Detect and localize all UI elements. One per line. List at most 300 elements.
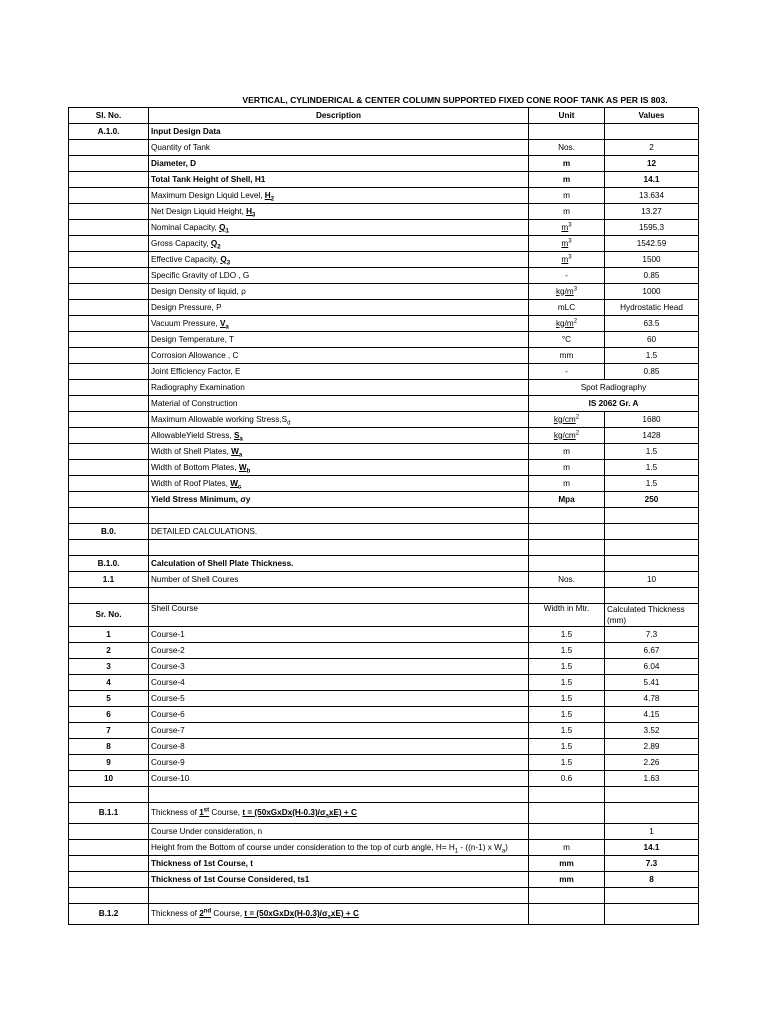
symbol [220, 254, 231, 267]
course-thickness: 7.3 [605, 627, 699, 643]
desc-text: Joint Efficiency Factor, E [151, 366, 241, 376]
empty-cell [529, 904, 605, 925]
input-desc [149, 476, 529, 492]
unit-text: mm [559, 350, 574, 360]
spacer-row [69, 787, 699, 803]
symbol [230, 478, 242, 491]
desc-text: Width of Shell Plates, [151, 446, 232, 456]
input-value: 250 [605, 492, 699, 508]
b11-title-row [69, 803, 699, 824]
course-thickness: 5.41 [605, 675, 699, 691]
considered-desc: Thickness of 1st Course Considered, ts1 [149, 872, 529, 888]
unit-text: m [561, 254, 569, 264]
height-end: ) [505, 842, 508, 852]
symbol-subscript: b [246, 468, 251, 475]
input-unit [529, 220, 605, 236]
course-row [69, 691, 699, 707]
course-name: Course-4 [149, 675, 529, 691]
course-width: 1.5 [529, 627, 605, 643]
unit-text: m [563, 206, 570, 216]
input-row [69, 380, 699, 396]
input-row [69, 492, 699, 508]
empty-cell [69, 540, 149, 556]
empty-cell [605, 508, 699, 524]
course-width: 1.5 [529, 659, 605, 675]
empty-cell [605, 540, 699, 556]
course-row [69, 723, 699, 739]
empty-cell [605, 588, 699, 604]
input-unit [529, 364, 605, 380]
empty-cell [69, 428, 149, 444]
empty-cell [69, 444, 149, 460]
input-row [69, 460, 699, 476]
symbol-subscript: 2 [217, 244, 221, 251]
empty-cell [69, 588, 149, 604]
input-value: 1680 [605, 412, 699, 428]
input-value: 1595.3 [605, 220, 699, 236]
section-row-shell [69, 556, 699, 572]
input-desc [149, 284, 529, 300]
course-header-desc: Shell Course [149, 604, 529, 627]
course-sl: 8 [69, 739, 149, 755]
empty-cell [605, 124, 699, 140]
desc-text: Design Density of liquid, ρ [151, 286, 246, 296]
course-name: Course-9 [149, 755, 529, 771]
input-value: 13.634 [605, 188, 699, 204]
symbol [264, 190, 275, 203]
empty-cell [69, 476, 149, 492]
empty-cell [69, 252, 149, 268]
empty-cell [69, 872, 149, 888]
course-thickness: 3.52 [605, 723, 699, 739]
desc-text: Effective Capacity, [151, 254, 221, 264]
desc-text: Design Temperature, T [151, 334, 234, 344]
input-row [69, 188, 699, 204]
empty-cell [69, 412, 149, 428]
merged-value: IS 2062 Gr. A [529, 396, 699, 412]
input-value: 2 [605, 140, 699, 156]
input-row [69, 348, 699, 364]
input-value: 1.5 [605, 476, 699, 492]
course-row [69, 707, 699, 723]
input-row [69, 156, 699, 172]
symbol-subscript: 3 [226, 260, 231, 267]
unit-text: m [563, 478, 570, 488]
input-row [69, 364, 699, 380]
empty-cell [529, 803, 605, 824]
course-name: Course-3 [149, 659, 529, 675]
empty-cell [69, 140, 149, 156]
empty-cell [605, 888, 699, 904]
input-row [69, 284, 699, 300]
unit-text: m [563, 190, 570, 200]
symbol-subscript: 3 [252, 212, 256, 219]
course-name: Course-8 [149, 739, 529, 755]
input-desc [149, 300, 529, 316]
empty-cell [605, 904, 699, 925]
height-sub: 1 [454, 848, 459, 855]
input-value: 1.5 [605, 348, 699, 364]
course-thickness-title [149, 904, 529, 925]
section-text: Calculation of Shell Plate Thickness. [149, 556, 529, 572]
title-pre: Thickness of [151, 808, 200, 817]
empty-cell [69, 824, 149, 840]
header-unit: Unit [529, 108, 605, 124]
symbol-letter: H [264, 190, 271, 200]
empty-cell [605, 524, 699, 540]
course-sl: 9 [69, 755, 149, 771]
title-mid: Course, [209, 808, 243, 817]
course-width: 1.5 [529, 755, 605, 771]
ordinal-num: 1 [199, 808, 204, 817]
empty-cell [69, 172, 149, 188]
input-value: 63.5 [605, 316, 699, 332]
symbol-letter: V [220, 318, 226, 328]
empty-cell [529, 524, 605, 540]
course-name: Course-5 [149, 691, 529, 707]
input-unit [529, 444, 605, 460]
unit-text: m [561, 238, 569, 248]
count-unit: Nos. [529, 572, 605, 588]
considered-unit: mm [529, 872, 605, 888]
input-desc [149, 332, 529, 348]
input-desc [149, 140, 529, 156]
input-value: 13.27 [605, 204, 699, 220]
course-thickness-title [149, 803, 529, 824]
course-row [69, 771, 699, 787]
thickness-formula [244, 909, 359, 921]
course-row [69, 755, 699, 771]
thickness-value: 7.3 [605, 856, 699, 872]
b11-thickness-row [69, 856, 699, 872]
input-row [69, 428, 699, 444]
empty-cell [69, 204, 149, 220]
empty-cell [605, 787, 699, 803]
course-sl: 4 [69, 675, 149, 691]
desc-text: Quantity of Tank [151, 142, 211, 152]
unit-text: Mpa [558, 494, 575, 504]
empty-cell [529, 508, 605, 524]
input-value: Hydrostatic Head [605, 300, 699, 316]
unit-text: m [562, 174, 571, 184]
input-row [69, 396, 699, 412]
empty-cell [149, 508, 529, 524]
input-unit [529, 268, 605, 284]
input-value: 14.1 [605, 172, 699, 188]
empty-cell [529, 124, 605, 140]
course-thickness: 4.78 [605, 691, 699, 707]
spacer-row [69, 588, 699, 604]
desc-text: Maximum Allowable working Stress,S [151, 414, 288, 424]
course-name: Course-10 [149, 771, 529, 787]
symbol-subscript: a [239, 436, 243, 443]
symbol [210, 238, 221, 251]
section-text: DETAILED CALCULATIONS. [149, 524, 529, 540]
empty-cell [69, 156, 149, 172]
input-row [69, 268, 699, 284]
desc-text: Gross Capacity, [151, 238, 211, 248]
input-value: 0.85 [605, 364, 699, 380]
unit-text: °C [561, 334, 572, 344]
input-desc [149, 172, 529, 188]
input-desc [149, 380, 529, 396]
course-header-row [69, 604, 699, 627]
course-under-consideration: Course Under consideration, n [149, 824, 529, 840]
course-name: Course-1 [149, 627, 529, 643]
thickness-formula [242, 808, 357, 820]
considered-value: 8 [605, 872, 699, 888]
symbol [233, 430, 243, 443]
input-desc [149, 428, 529, 444]
course-width: 0.6 [529, 771, 605, 787]
ordinal-num: 2 [199, 909, 204, 918]
course-row [69, 675, 699, 691]
input-value: 1000 [605, 284, 699, 300]
empty-cell [69, 856, 149, 872]
sheet-title: VERTICAL, CYLINDERICAL & CENTER COLUMN SUPPORTED FIXED CONE ROOF TANK AS PER IS 803. [68, 94, 698, 108]
input-value: 1542.59 [605, 236, 699, 252]
symbol-subscript: 2 [270, 196, 275, 203]
empty-cell [149, 588, 529, 604]
unit-text: m [562, 158, 571, 168]
course-sl: 7 [69, 723, 149, 739]
input-row [69, 172, 699, 188]
thickness-desc: Thickness of 1st Course, t [149, 856, 529, 872]
unit-text: Nos. [558, 142, 575, 152]
course-width: 1.5 [529, 739, 605, 755]
course-sl: 2 [69, 643, 149, 659]
desc-text: Vacuum Pressure, [151, 318, 221, 328]
symbol-letter: S [233, 430, 240, 440]
section-row-detailed [69, 524, 699, 540]
unit-superscript: 3 [568, 237, 572, 244]
formula-subscript: a [327, 914, 331, 921]
course-sl: 5 [69, 691, 149, 707]
desc-text: Width of Bottom Plates, [151, 462, 239, 472]
count-value: 10 [605, 572, 699, 588]
course-name: Course-7 [149, 723, 529, 739]
unit-text: m [563, 462, 570, 472]
empty-cell [69, 380, 149, 396]
ordinal [199, 808, 209, 817]
b12-title-row [69, 904, 699, 925]
unit-text: m [563, 446, 570, 456]
empty-cell [69, 316, 149, 332]
spacer-row [69, 540, 699, 556]
desc-text: Material of Construction [151, 398, 238, 408]
unit-text: kg/cm [553, 414, 576, 424]
empty-cell [69, 508, 149, 524]
section-sl: B.0. [69, 524, 149, 540]
input-row [69, 412, 699, 428]
title-mid: Course, [211, 909, 245, 918]
formula-subscript: a [325, 813, 329, 820]
unit-text: kg/cm [553, 430, 576, 440]
input-row [69, 332, 699, 348]
height-value: 14.1 [605, 840, 699, 856]
input-unit [529, 460, 605, 476]
unit-superscript: 2 [573, 317, 578, 324]
desc-text: AllowableYield Stress, [151, 430, 234, 440]
header-description: Description [149, 108, 529, 124]
input-value: 1428 [605, 428, 699, 444]
empty-cell [69, 840, 149, 856]
input-unit [529, 188, 605, 204]
course-row [69, 659, 699, 675]
input-unit [529, 156, 605, 172]
input-desc [149, 396, 529, 412]
input-desc [149, 236, 529, 252]
input-unit [529, 236, 605, 252]
header-values: Values [605, 108, 699, 124]
input-row [69, 252, 699, 268]
count-desc: Number of Shell Coures [149, 572, 529, 588]
empty-cell [529, 588, 605, 604]
input-desc [149, 364, 529, 380]
course-sl: 1 [69, 627, 149, 643]
symbol-letter: Q [210, 238, 218, 248]
input-value: 60 [605, 332, 699, 348]
desc-text: Specific Gravity of LDO , G [151, 270, 250, 280]
symbol-letter: W [230, 478, 238, 488]
section-sl: B.1.2 [69, 904, 149, 925]
input-unit [529, 492, 605, 508]
course-header-unit: Width in Mtr. [529, 604, 605, 627]
desc-text: Total Tank Height of Shell, H1 [151, 174, 266, 184]
input-unit [529, 332, 605, 348]
course-width: 1.5 [529, 707, 605, 723]
b11-course-row [69, 824, 699, 840]
input-desc [149, 460, 529, 476]
input-desc [149, 252, 529, 268]
input-value: 0.85 [605, 268, 699, 284]
b11-considered-row [69, 872, 699, 888]
calc-table [68, 108, 699, 925]
input-row [69, 300, 699, 316]
design-sheet [68, 94, 698, 925]
input-desc [149, 444, 529, 460]
symbol-subscript: a [238, 452, 243, 459]
empty-cell [69, 364, 149, 380]
section-sl: B.1.0. [69, 556, 149, 572]
empty-cell [605, 803, 699, 824]
desc-text: Nominal Capacity, [151, 222, 220, 232]
empty-cell [69, 284, 149, 300]
ordinal [199, 909, 211, 918]
empty-cell [69, 460, 149, 476]
spacer-row [69, 508, 699, 524]
course-sl: 6 [69, 707, 149, 723]
symbol [231, 446, 243, 459]
input-desc [149, 492, 529, 508]
thickness-unit: mm [529, 856, 605, 872]
empty-cell [69, 236, 149, 252]
empty-cell [149, 787, 529, 803]
input-value: 12 [605, 156, 699, 172]
input-row [69, 204, 699, 220]
input-desc [149, 316, 529, 332]
desc-text: Design Pressure, P [151, 302, 222, 312]
merged-value: Spot Radiography [529, 380, 699, 396]
height-mid: - ((n-1) x W [458, 842, 502, 852]
empty-cell [69, 492, 149, 508]
formula-end: xE) + C [328, 808, 357, 817]
course-header-values: Calculated Thickness (mm) [605, 604, 699, 627]
course-thickness: 2.89 [605, 739, 699, 755]
input-unit [529, 284, 605, 300]
desc-text: Yield Stress Minimum, σy [151, 494, 251, 504]
course-name: Course-2 [149, 643, 529, 659]
formula-end: xE) + C [330, 909, 359, 918]
unit-text: mLC [557, 302, 576, 312]
symbol-letter: Q [220, 254, 227, 264]
empty-cell [529, 787, 605, 803]
course-thickness: 6.67 [605, 643, 699, 659]
input-desc [149, 268, 529, 284]
title-pre: Thickness of [151, 909, 200, 918]
symbol-letter: H [246, 206, 253, 216]
input-row [69, 236, 699, 252]
input-row [69, 444, 699, 460]
calc-table-body [69, 108, 699, 925]
input-unit [529, 300, 605, 316]
count-sl: 1.1 [69, 572, 149, 588]
empty-cell [69, 300, 149, 316]
empty-cell [529, 540, 605, 556]
empty-cell [529, 888, 605, 904]
symbol-subscript: 1 [225, 228, 229, 235]
unit-text: kg/m [555, 286, 574, 296]
unit-text: - [565, 270, 568, 280]
symbol-subscript: a [225, 324, 229, 331]
height-sub2: a [501, 848, 506, 855]
empty-cell [529, 824, 605, 840]
table-header-row [69, 108, 699, 124]
desc-text: Maximum Design Liquid Level, [151, 190, 265, 200]
input-unit [529, 476, 605, 492]
ordinal-suffix: nd [203, 908, 212, 915]
empty-cell [69, 396, 149, 412]
course-row [69, 627, 699, 643]
input-unit [529, 252, 605, 268]
input-row [69, 220, 699, 236]
course-row [69, 739, 699, 755]
course-thickness: 6.04 [605, 659, 699, 675]
unit-superscript: 3 [568, 253, 572, 260]
course-sl: 3 [69, 659, 149, 675]
formula-text: t = (50xGxDx(H-0.3)/σ [244, 909, 328, 918]
height-desc [149, 840, 529, 856]
empty-cell [69, 787, 149, 803]
symbol-letter: W [231, 446, 239, 456]
unit-superscript: 2 [575, 429, 580, 436]
input-unit [529, 348, 605, 364]
unit-text: - [565, 366, 568, 376]
input-desc [149, 220, 529, 236]
symbol-subscript: c [237, 484, 242, 491]
unit-text: m [561, 222, 569, 232]
desc-subscript: d [287, 420, 291, 427]
section-row-input [69, 124, 699, 140]
symbol [246, 206, 256, 219]
input-row [69, 476, 699, 492]
input-unit [529, 428, 605, 444]
empty-cell [149, 540, 529, 556]
section-sl: B.1.1 [69, 803, 149, 824]
empty-cell [69, 348, 149, 364]
height-text: Height from the Bottom of course under consideration to the top of curb angle, H= H [151, 842, 455, 852]
course-width: 1.5 [529, 723, 605, 739]
